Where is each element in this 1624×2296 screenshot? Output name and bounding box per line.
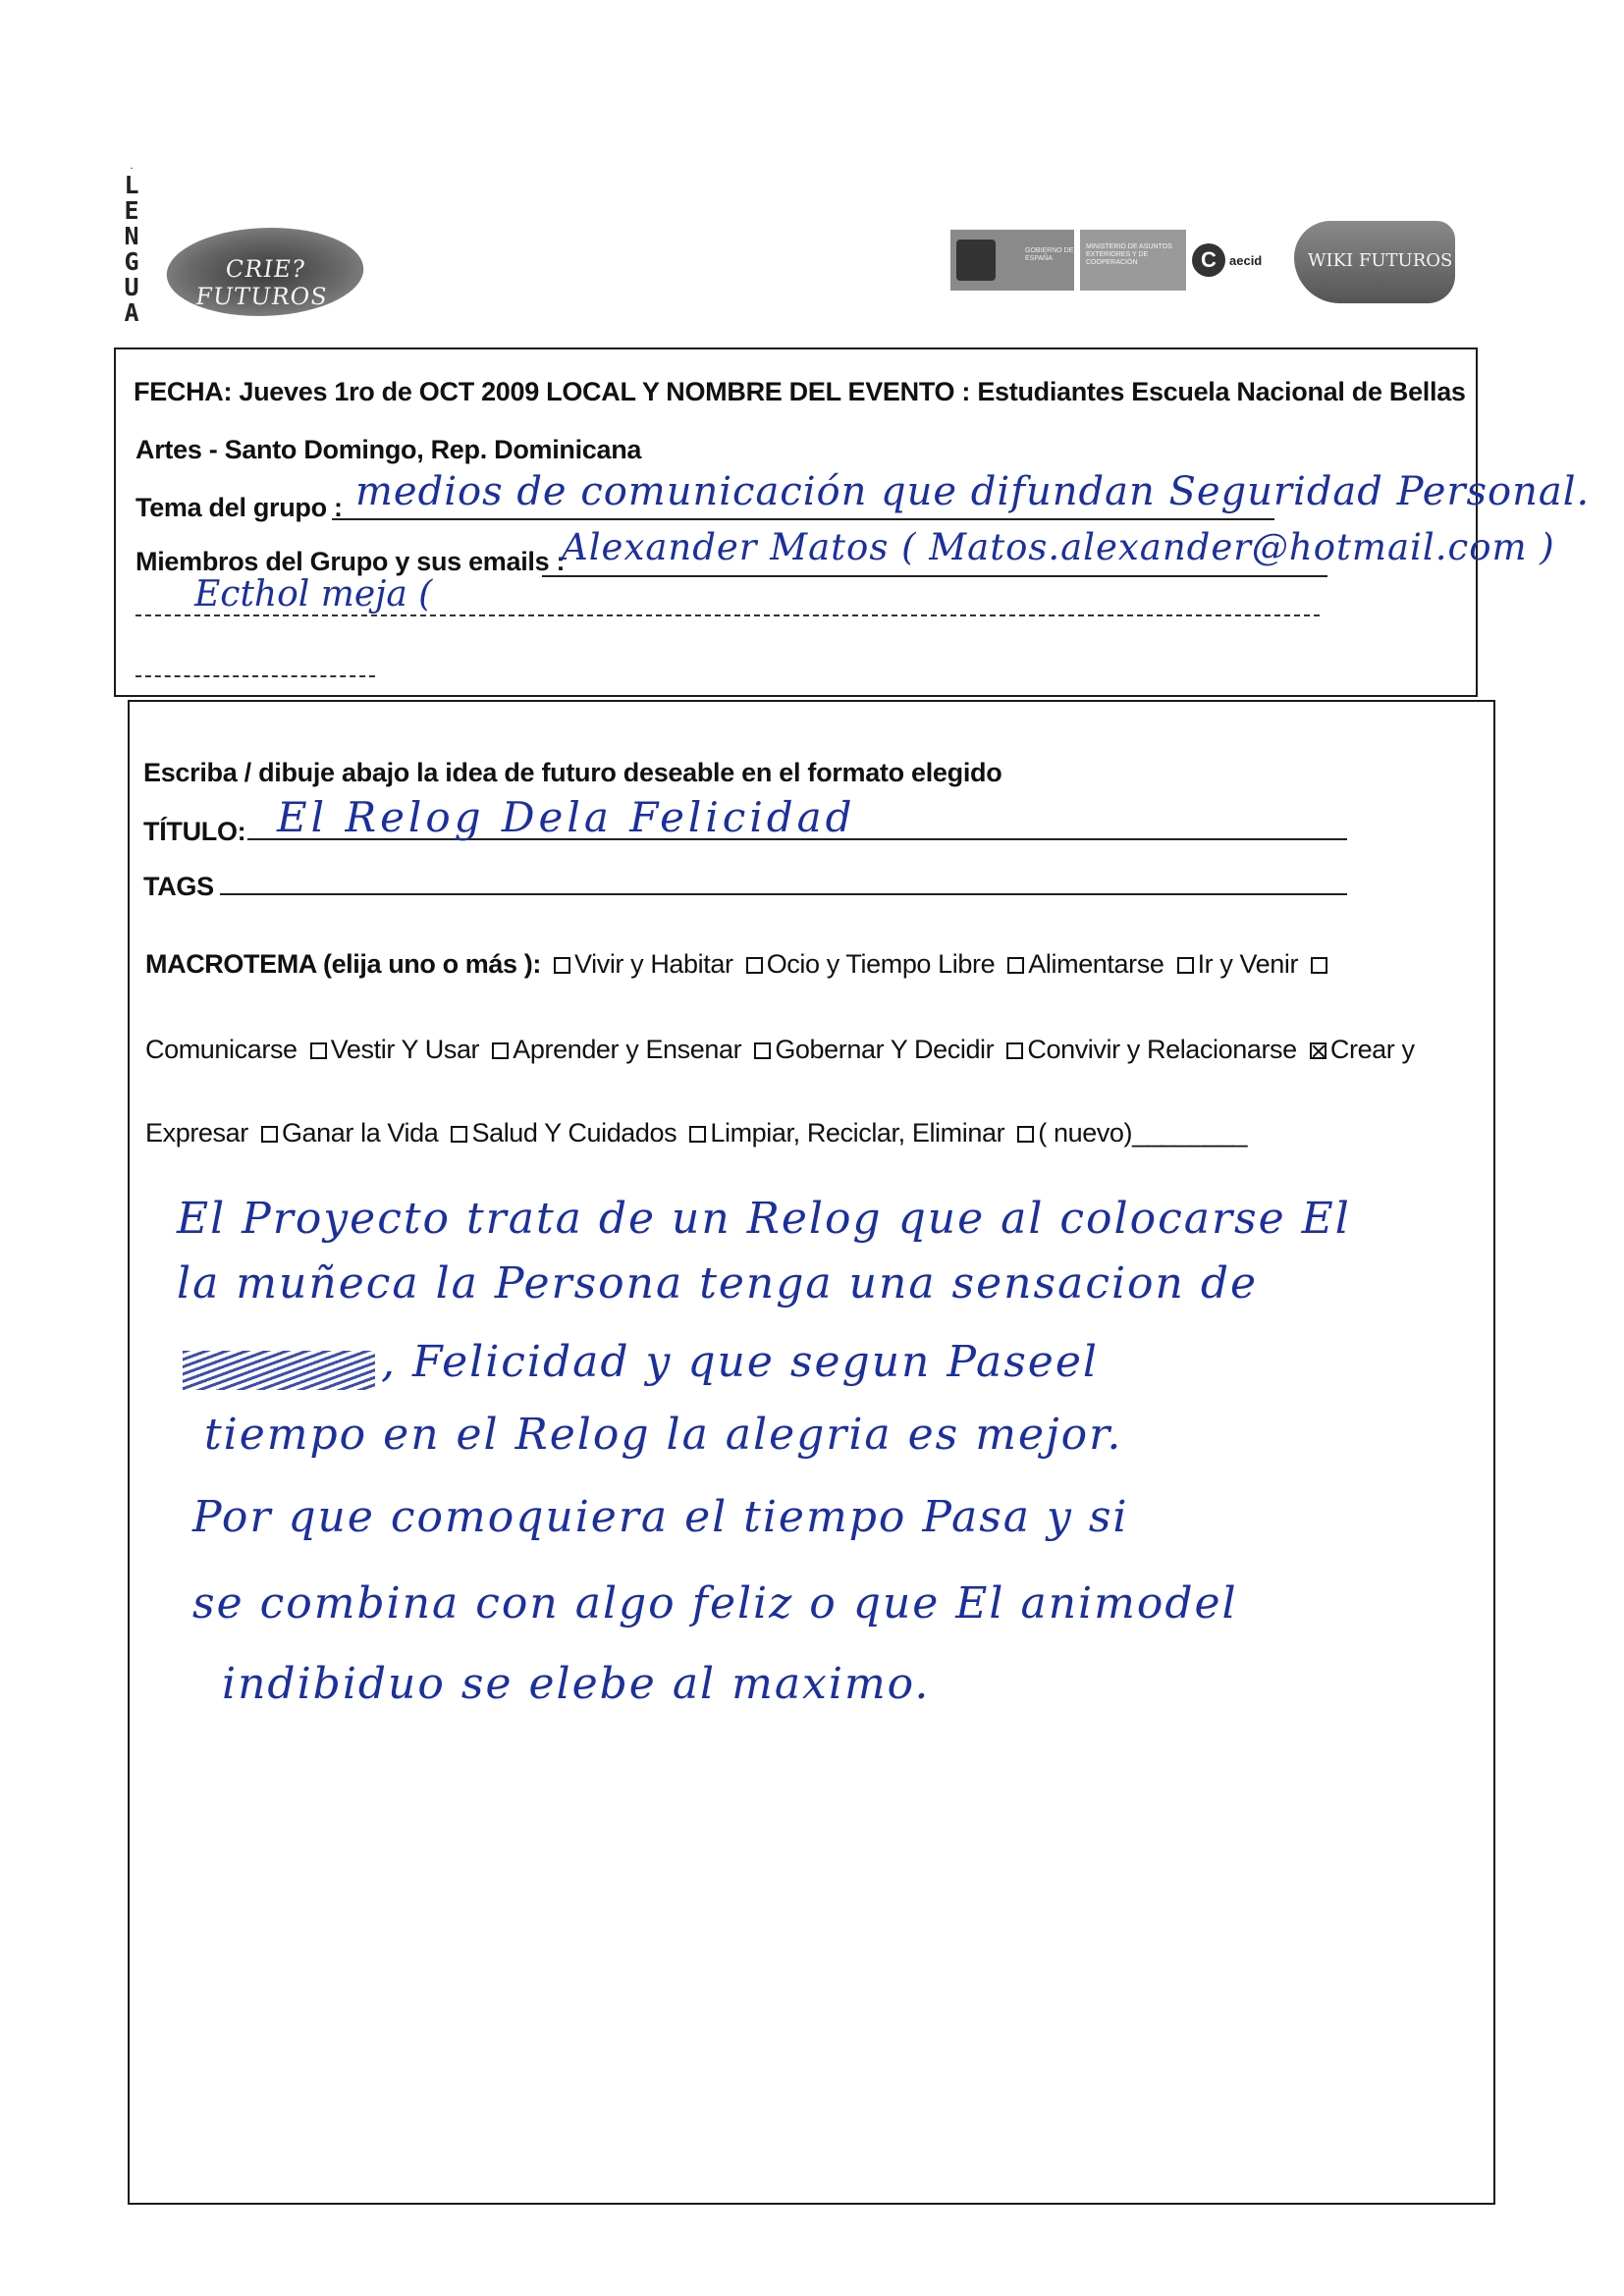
titulo-input[interactable]: El Relog Dela Felicidad bbox=[277, 793, 856, 841]
body-line-2: la muñeca la Persona tenga una sensacion de bbox=[177, 1258, 1259, 1308]
macro-ir-label: Ir y Venir bbox=[1197, 949, 1299, 979]
macrotema-label: MACROTEMA (elija uno o más ): bbox=[145, 949, 541, 979]
wiki-futuros-logo bbox=[1294, 221, 1455, 303]
aecid-label: aecid bbox=[1229, 252, 1263, 268]
checkbox-vivir[interactable] bbox=[554, 957, 570, 974]
macro-convivir-label: Convivir y Relacionarse bbox=[1027, 1035, 1297, 1064]
checkbox-gobernar[interactable] bbox=[754, 1042, 771, 1059]
fecha-line: FECHA: Jueves 1ro de OCT 2009 LOCAL Y NOMBRE DEL EVENTO : Estudiantes Escuela Nacional de Bellas bbox=[134, 377, 1466, 406]
gobierno-text: GOBIERNO DE ESPAÑA bbox=[1025, 247, 1074, 262]
macrotema-row-3 bbox=[145, 1118, 1247, 1148]
checkbox-alimentarse[interactable] bbox=[1007, 957, 1024, 974]
vertical-letter: A bbox=[124, 298, 139, 327]
tags-input-line[interactable] bbox=[220, 893, 1347, 895]
body-line-5: Por que comoquiera el tiempo Pasa y si bbox=[192, 1492, 1129, 1542]
checkbox-ocio[interactable] bbox=[746, 957, 763, 974]
macro-aprender-label: Aprender y Ensenar bbox=[513, 1035, 742, 1064]
miembro-3-line bbox=[135, 675, 375, 677]
checkbox-salud[interactable] bbox=[451, 1126, 467, 1143]
checkbox-limpiar[interactable] bbox=[689, 1126, 706, 1143]
tema-label: Tema del grupo : bbox=[135, 493, 343, 522]
miembros-underline bbox=[542, 575, 1327, 577]
macrotema-row-2 bbox=[145, 1035, 1415, 1065]
vertical-letter: E bbox=[124, 196, 139, 225]
macro-alimentarse-label: Alimentarse bbox=[1028, 949, 1164, 979]
miembros-label: Miembros del Grupo y sus emails : bbox=[135, 547, 566, 576]
body-line-3: , Felicidad y que segun Paseel bbox=[381, 1337, 1099, 1387]
miembro-2-input[interactable]: Ecthol meja ( bbox=[194, 574, 433, 614]
checkbox-nuevo[interactable] bbox=[1017, 1126, 1034, 1143]
aecid-logo bbox=[1192, 230, 1274, 291]
macro-ocio-label: Ocio y Tiempo Libre bbox=[766, 949, 996, 979]
vertical-letter: L bbox=[124, 171, 139, 199]
miembro-1-input[interactable]: Alexander Matos ( Matos.alexander@hotmail.com ) bbox=[562, 526, 1555, 568]
macro-nuevo-label: ( nuevo)________ bbox=[1038, 1118, 1248, 1148]
sponsor-logos bbox=[950, 228, 1274, 293]
macro-expresar-label: Expresar bbox=[145, 1118, 248, 1148]
checkbox-vestir[interactable] bbox=[310, 1042, 327, 1059]
spain-crest-icon bbox=[956, 240, 996, 281]
checkbox-comunicarse[interactable] bbox=[1311, 957, 1327, 974]
checkbox-convivir[interactable] bbox=[1006, 1042, 1023, 1059]
crossed-out-word bbox=[183, 1351, 375, 1390]
checkbox-aprender[interactable] bbox=[492, 1042, 509, 1059]
wiki-futuros-logo-label: WIKI FUTUROS bbox=[1308, 250, 1453, 271]
macro-crear-label: Crear y bbox=[1329, 1035, 1415, 1064]
body-line-6: se combina con algo feliz o que El animodel bbox=[192, 1578, 1238, 1629]
body-line-1: El Proyecto trata de un Relog que al colocarse El bbox=[177, 1194, 1351, 1244]
checkbox-ganar[interactable] bbox=[261, 1126, 278, 1143]
checkbox-crear-expresar-checked[interactable] bbox=[1310, 1042, 1326, 1059]
macro-vivir-label: Vivir y Habitar bbox=[574, 949, 733, 979]
tema-input[interactable]: medios de comunicación que difundan Seguridad Personal. bbox=[355, 469, 1591, 514]
tags-label: TAGS bbox=[143, 872, 214, 901]
vertical-letter: U bbox=[124, 273, 139, 301]
vertical-word-lengua bbox=[120, 165, 143, 326]
vertical-letter: G bbox=[124, 247, 139, 276]
body-line-4: tiempo en el Relog la alegria es mejor. bbox=[204, 1410, 1123, 1460]
macro-ganar-label: Ganar la Vida bbox=[281, 1118, 439, 1148]
aecid-c-icon: C bbox=[1192, 243, 1225, 277]
fecha-line-2: Artes - Santo Domingo, Rep. Dominicana bbox=[135, 435, 642, 464]
body-line-7: indibiduo se elebe al maximo. bbox=[222, 1659, 931, 1709]
miembro-2-line bbox=[135, 614, 1320, 616]
macro-gobernar-label: Gobernar Y Decidir bbox=[775, 1035, 995, 1064]
instruction-text: Escriba / dibuje abajo la idea de futuro deseable en el formato elegido bbox=[143, 758, 1002, 787]
titulo-label: TÍTULO: bbox=[143, 817, 246, 846]
checkbox-ir-venir[interactable] bbox=[1177, 957, 1194, 974]
crie-futuros-logo-label: CRIE?FUTUROS bbox=[193, 255, 330, 310]
crie-futuros-logo bbox=[161, 228, 370, 316]
macrotema-row-1 bbox=[145, 949, 1331, 980]
vertical-word-tiny-mark: · bbox=[129, 165, 135, 173]
vertical-letter: N bbox=[124, 222, 139, 250]
macro-limpiar-label: Limpiar, Reciclar, Eliminar bbox=[710, 1118, 1005, 1148]
ministerio-logo: MINISTERIO DE ASUNTOS EXTERIORES Y DE COOPERACIÓN bbox=[1080, 230, 1186, 291]
macro-vestir-label: Vestir Y Usar bbox=[330, 1035, 480, 1064]
macro-comunicarse-label: Comunicarse bbox=[145, 1035, 298, 1064]
gobierno-espana-logo bbox=[950, 230, 1074, 291]
tema-underline bbox=[332, 518, 1274, 520]
macro-salud-label: Salud Y Cuidados bbox=[471, 1118, 677, 1148]
